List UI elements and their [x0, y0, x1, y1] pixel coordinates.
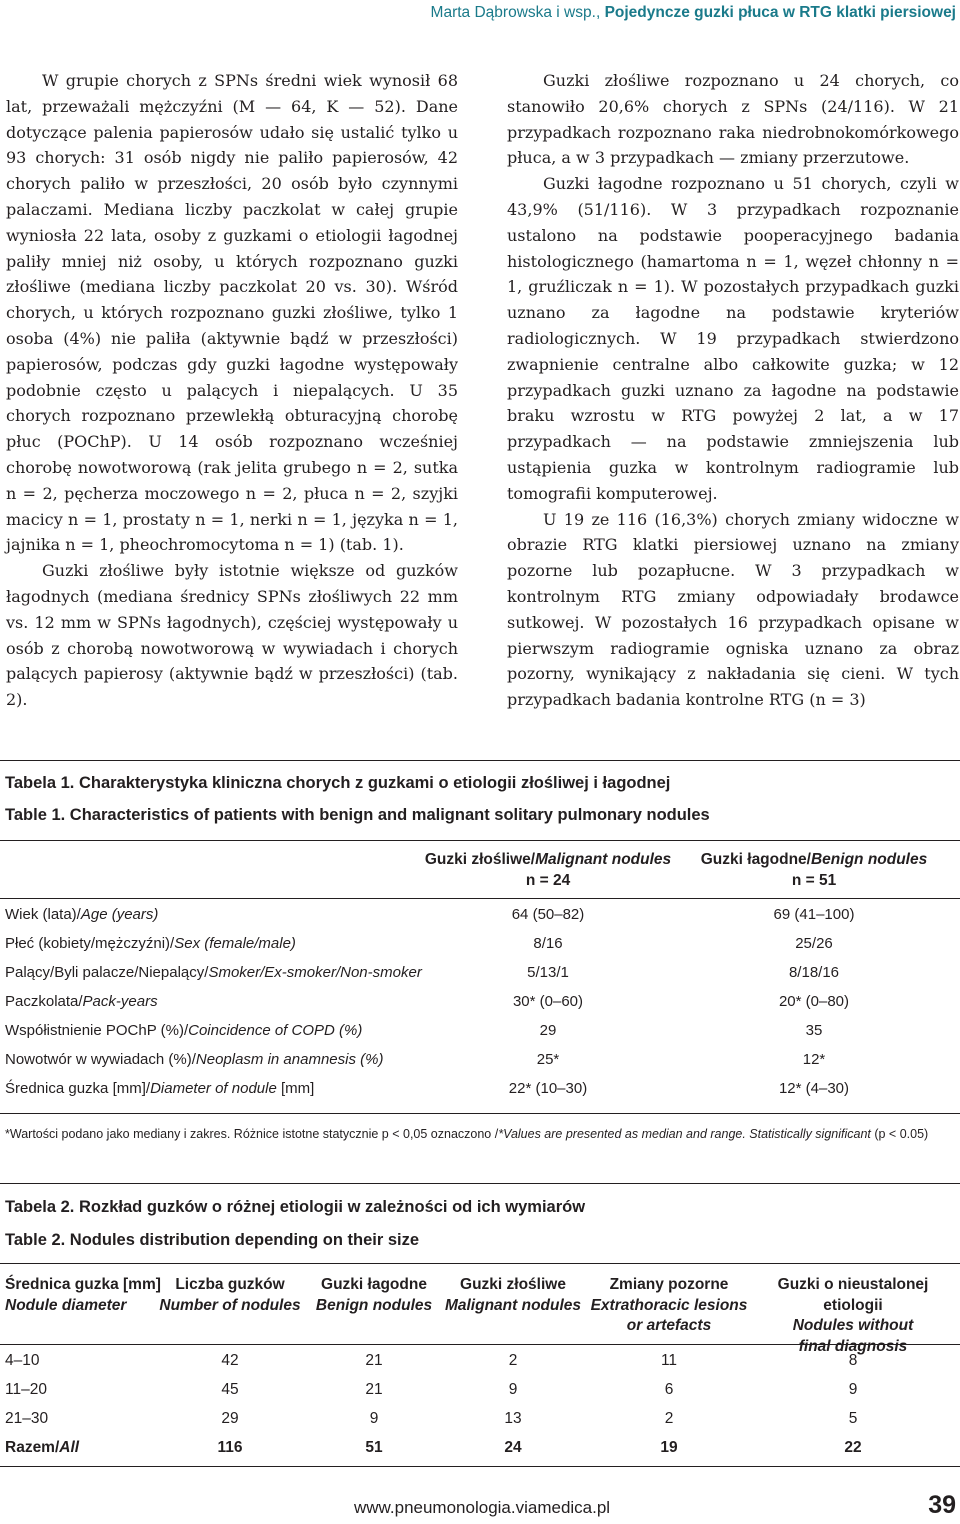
header-en: Malignant nodules	[444, 1296, 582, 1314]
row-label-pl: Płeć (kobiety/mężczyźni)/	[5, 935, 175, 952]
row-label-pl: Palący/Byli palacze/Niepalący/	[5, 964, 209, 981]
page-number: 39	[928, 1491, 956, 1519]
benign-cell: 21	[365, 1381, 383, 1398]
table1-col2-head-pl: Guzki łagodne/	[700, 851, 811, 868]
count-cell: 45	[221, 1381, 239, 1398]
table1-col2-head-en: Benign nodules	[810, 851, 928, 868]
table2-header-count	[150, 1275, 310, 1316]
row-label-en: Smoker/Ex-smoker/Non-smoker	[208, 964, 422, 981]
undiagnosed-cell: 9	[848, 1381, 858, 1398]
row-label-pl: Współistnienie POChP (%)/	[5, 1022, 189, 1039]
row-label-en: Sex (female/male)	[174, 935, 296, 952]
row-label-pl: Wiek (lata)/	[5, 906, 81, 923]
table1-top-rule	[0, 760, 960, 761]
malignant-value: 22* (10–30)	[508, 1080, 588, 1097]
header-pl: Guzki łagodne	[321, 1276, 427, 1293]
table2-caption-pl: Tabela 2. Rozkład guzków o różnej etiologii w zależności od ich wymiarów	[5, 1198, 586, 1216]
total-label-en: All	[59, 1439, 80, 1456]
benign-value: 69 (41–100)	[773, 906, 855, 923]
header-pl: Liczba guzków	[175, 1276, 285, 1293]
table1-caption-en: Table 1. Characteristics of patients with benign and malignant solitary pulmonary nodules	[5, 806, 710, 824]
row-label-pl: Nowotwór w wywiadach (%)/	[5, 1051, 196, 1068]
header-en2: or artefacts	[626, 1317, 712, 1334]
header-en: Nodule diameter	[5, 1296, 127, 1314]
table2-body-rule	[0, 1344, 960, 1345]
row-label-en: Neoplasm in anamnesis (%)	[195, 1051, 384, 1068]
undiagnosed-cell: 5	[848, 1410, 858, 1427]
table-row	[0, 964, 960, 990]
benign-value: 35	[805, 1022, 823, 1039]
artefacts-cell: 2	[664, 1410, 674, 1427]
table2-bottom-rule	[0, 1466, 960, 1467]
artefacts-cell: 11	[660, 1352, 678, 1369]
table1-footnote	[5, 1127, 928, 1141]
header-pl: Guzki złośliwe	[460, 1276, 566, 1293]
table2-header-rule	[0, 1263, 960, 1264]
table-row	[0, 993, 960, 1019]
header-separator: ,	[595, 4, 601, 21]
table2-top-rule	[0, 1183, 960, 1184]
table-row	[0, 1022, 960, 1048]
right-paragraph-3: U 19 ze 116 (16,3%) chorych zmiany widoczne w obrazie RTG klatki piersiowej uznano na zmiany pozorne lub pozapłucne. W 3 przypadkach w kontrolnym RTG zmiany odpowiadały brodawce sutkowej. W pozostałych 16 przypadkach opisane w pierwszym radiogramie ogniska uznano za obraz pozorny, wynikający z nakładania się cieni. W tych przypadkach badania kontrolne RTG (n = 3)	[507, 509, 959, 710]
header-en: Extrathoracic lesions	[590, 1296, 748, 1314]
table2-header-malignant	[438, 1275, 588, 1316]
malignant-value: 30* (0–60)	[512, 993, 584, 1010]
table1-col1-head-pl: Guzki złośliwe/	[424, 851, 536, 868]
total-artefacts-cell: 19	[660, 1439, 678, 1456]
benign-cell: 21	[365, 1352, 383, 1369]
benign-value: 12* (4–30)	[778, 1080, 850, 1097]
header-en: Number of nodules	[159, 1296, 301, 1314]
right-column	[507, 68, 959, 713]
table1-col2-n: n = 51	[791, 872, 837, 889]
diameter-cell: 4–10	[5, 1352, 40, 1369]
malignant-cell: 13	[504, 1410, 522, 1427]
row-label-en: Age (years)	[80, 906, 159, 923]
running-header	[431, 4, 956, 22]
header-en2: final diagnosis	[798, 1337, 908, 1355]
table2-header-diameter	[5, 1275, 165, 1316]
table2-header-benign	[300, 1275, 448, 1316]
malignant-value: 8/16	[533, 935, 563, 952]
left-paragraph-1: W grupie chorych z SPNs średni wiek wynosił 68 lat, przeważali mężczyźni (M — 64, K — 52). Dane dotyczące palenia papierosów udało się ustalić tylko u 93 chorych: 31 osób nigdy nie paliło papierosów, 42 chorych paliło w przeszłości, 20 osób było czynnymi palaczami. Mediana liczby paczkolat w całej grupie wyniosła 22 lata, osoby z guzkami o etiologii łagodnej paliły mniej niż osoby, u których rozpoznano guzki złośliwe (mediana liczby paczkolat 20 vs. 30). Wśród chorych, u których rozpoznano guzki złośliwe, tylko 1 osoba (4%) nie paliła (aktywnie bądź w przeszłości) papierosów, podczas gdy guzki łagodne występowały podobnie często u palących i niepalących. U 35 chorych rozpoznano przewlekłą obturacyjną chorobę płuc (POChP). U 14 osób rozpoznano wcześniej chorobę nowotworową (rak jelita grubego n = 2, sutka n = 2, pęcherza moczowego n = 2, płuca n = 2, szyjki macicy n = 1, prostaty n = 1, nerki n = 1, języka n = 1, jajnika n = 1, pheochromocytoma n = 1) (tab. 1).	[6, 71, 458, 555]
artefacts-cell: 6	[664, 1381, 674, 1398]
undiagnosed-cell: 8	[848, 1352, 858, 1369]
journal-url[interactable]: www.pneumonologia.viamedica.pl	[354, 1498, 611, 1517]
total-benign-cell: 51	[365, 1439, 383, 1456]
malignant-value: 5/13/1	[527, 964, 569, 981]
header-en: Nodules without	[792, 1317, 914, 1334]
malignant-value: 25*	[536, 1051, 560, 1068]
row-label-en: Diameter of nodule	[150, 1080, 277, 1097]
malignant-value: 64 (50–82)	[511, 906, 585, 923]
footnote-tail: (p < 0.05)	[870, 1127, 929, 1141]
left-column	[6, 68, 458, 713]
table1-caption-pl: Tabela 1. Charakterystyka kliniczna chorych z guzkami o etiologii złośliwej i łagodnej	[5, 774, 671, 792]
diameter-cell: 21–30	[5, 1410, 49, 1427]
benign-cell: 9	[369, 1410, 379, 1427]
left-paragraph-2: Guzki złośliwe były istotnie większe od guzków łagodnych (mediana średnicy SPNs złośliwych 22 mm vs. 12 mm w SPNs łagodnych), częściej występowały u osób z chorobą nowotworową w wywiadach i chorych palących papierosy (aktywnie bądź w przeszłości) (tab. 2).	[6, 561, 458, 710]
table-row	[0, 935, 960, 961]
header-pl: Średnica guzka [mm]	[5, 1276, 161, 1293]
table1-col1-n: n = 24	[525, 872, 571, 889]
table1-col-benign-header	[696, 849, 932, 891]
footnote-en: *Values are presented as median and range. Statistically significant	[498, 1127, 871, 1141]
header-pl: Zmiany pozorne	[609, 1276, 729, 1293]
table1-col-malignant-header	[420, 849, 676, 891]
table-row	[0, 906, 960, 932]
total-label	[5, 1439, 79, 1457]
benign-value: 12*	[802, 1051, 826, 1068]
total-label-pl: Razem/	[5, 1439, 60, 1456]
footnote-pl: *Wartości podano jako mediany i zakres. Różnice istotne statycznie p < 0,05 oznaczono /	[5, 1127, 499, 1141]
count-cell: 29	[221, 1410, 239, 1427]
row-label-pl: Średnica guzka [mm]/	[5, 1080, 151, 1097]
row-label-en: Pack-years	[82, 993, 158, 1010]
row-label-en: Coincidence of COPD (%)	[188, 1022, 363, 1039]
benign-value: 25/26	[795, 935, 833, 952]
table1-col1-head-en: Malignant nodules	[535, 851, 672, 868]
total-malignant-cell: 24	[504, 1439, 522, 1456]
table-row	[0, 1080, 960, 1106]
total-undiagnosed-cell: 22	[844, 1439, 862, 1456]
malignant-value: 29	[539, 1022, 557, 1039]
header-pl: Guzki o nieustalonej etiologii	[777, 1276, 929, 1314]
malignant-cell: 9	[508, 1381, 518, 1398]
table1-header-rule	[0, 840, 960, 841]
malignant-cell: 2	[508, 1352, 518, 1369]
total-count-cell: 116	[217, 1439, 243, 1456]
row-label-pl: Paczkolata/	[5, 993, 83, 1010]
table1-body-rule	[0, 898, 960, 899]
benign-value: 8/18/16	[788, 964, 840, 981]
row-label-suffix: [mm]	[276, 1080, 315, 1097]
diameter-cell: 11–20	[5, 1381, 47, 1398]
table2-caption-en: Table 2. Nodules distribution depending on their size	[5, 1231, 420, 1249]
right-paragraph-2: Guzki łagodne rozpoznano u 51 chorych, czyli w 43,9% (51/116). W 3 przypadkach rozpoznanie ustalono na podstawie pooperacyjnego badania histologicznego (hamartoma n = 1, węzeł chłonny n = 1, gruźliczak n = 1). W pozostałych przypadkach guzki uznano za łagodne na podstawie kryteriów radiologicznych. W 19 przypadkach stwierdzono zwapnienie centralne albo całkowite guzka; w 12 przypadkach guzki uznano za łagodne na podstawie braku wzrostu w RTG powyżej 2 lat, a w 17 przypadkach — na podstawie zmniejszenia lub ustąpienia guzka w kontrolnym radiogramie lub tomografii komputerowej.	[507, 174, 959, 503]
header-authors: Marta Dąbrowska i wsp.	[430, 4, 596, 21]
table2-header-artefacts	[588, 1275, 750, 1337]
count-cell: 42	[221, 1352, 239, 1369]
benign-value: 20* (0–80)	[778, 993, 850, 1010]
table1-bottom-rule	[0, 1113, 960, 1114]
header-en: Benign nodules	[315, 1296, 433, 1314]
table-row	[0, 1051, 960, 1077]
right-paragraph-1: Guzki złośliwe rozpoznano u 24 chorych, co stanowiło 20,6% chorych z SPNs (24/116). W 21 przypadkach rozpoznano raka niedrobnokomórkowego płuca, a w 3 przypadkach — zmiany przerzutowe.	[507, 71, 959, 168]
header-title: Pojedyncze guzki płuca w RTG klatki piersiowej	[604, 4, 956, 21]
